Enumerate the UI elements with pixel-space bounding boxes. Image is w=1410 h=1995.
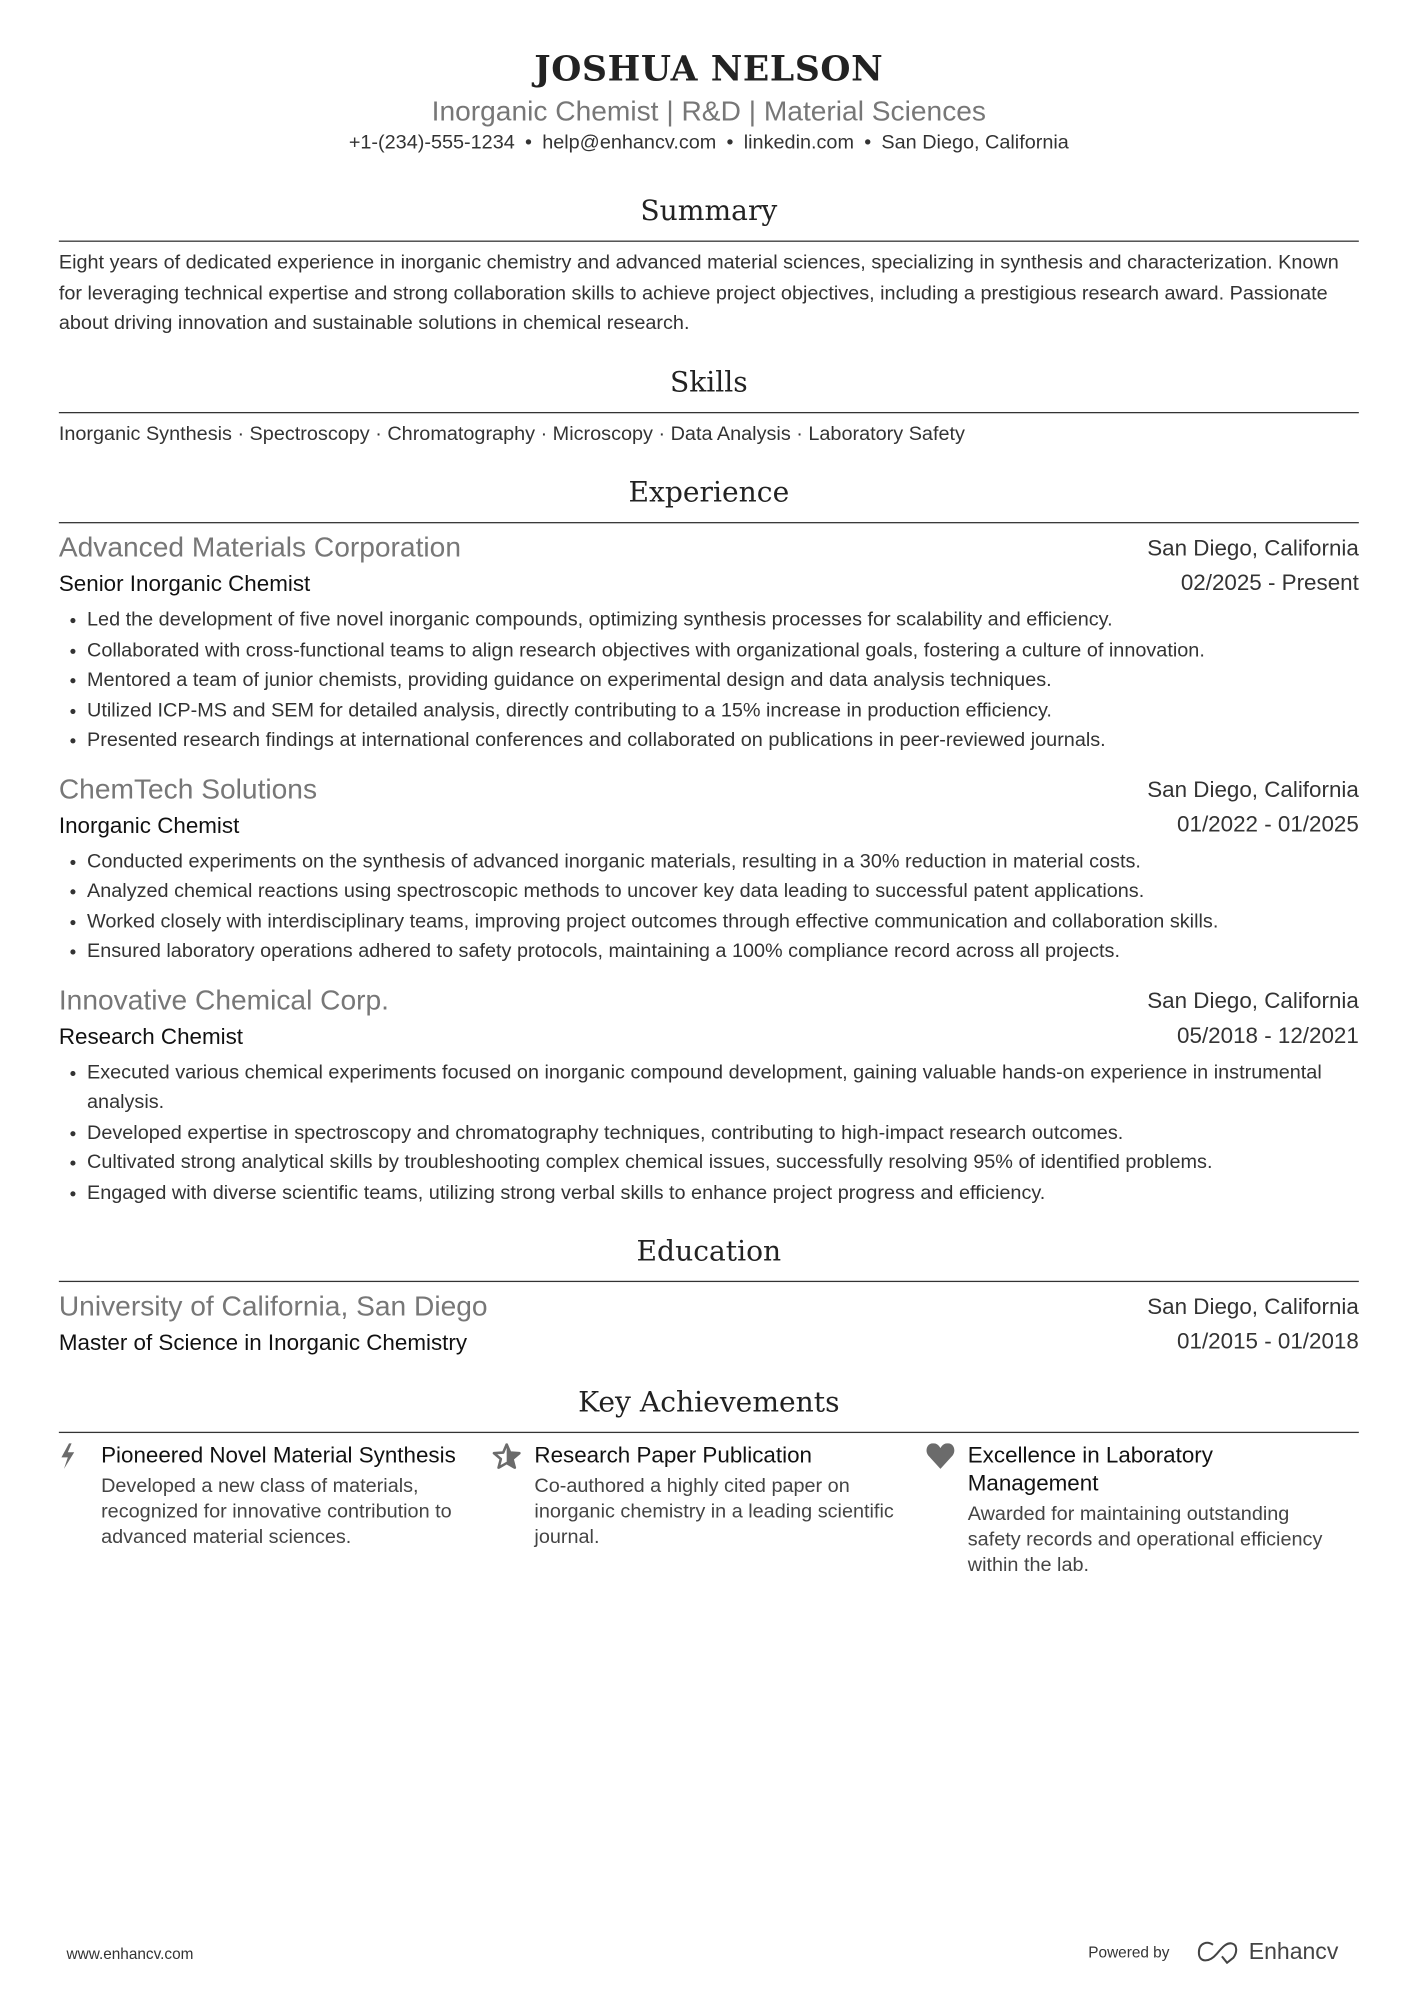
job-dates: 05/2018 - 12/2021	[1177, 1021, 1359, 1048]
job-dates: 01/2022 - 01/2025	[1177, 810, 1359, 837]
footer-website[interactable]: www.enhancv.com	[66, 1944, 194, 1963]
enhancv-logo-icon	[1195, 1940, 1241, 1963]
job-location: San Diego, California	[1147, 534, 1359, 561]
job-location: San Diego, California	[1147, 987, 1359, 1013]
achievement-desc: Co-authored a highly cited paper on inorganic chemistry in a leading scientific journal.	[534, 1475, 894, 1549]
summary-heading: Summary	[59, 193, 1359, 242]
achievement-desc: Awarded for maintaining outstanding safety records and operational efficiency within the lab.	[967, 1503, 1323, 1577]
brand-name: Enhancv	[1248, 1938, 1339, 1965]
education-heading: Education	[59, 1233, 1359, 1282]
education-entry	[59, 1290, 1359, 1359]
achievement-desc: Developed a new class of materials, recognized for innovative contribution to advanced material sciences.	[101, 1475, 452, 1549]
candidate-title: Inorganic Chemist | R&D | Material Sciences	[431, 94, 987, 127]
contact-line	[59, 131, 1359, 157]
job-entry	[59, 983, 1359, 1208]
achievement-title: Excellence in Laboratory Management	[967, 1441, 1213, 1496]
achievement-title: Research Paper Publication	[534, 1441, 812, 1468]
achievement-item	[926, 1441, 1359, 1579]
job-dates: 02/2025 - Present	[1180, 569, 1359, 595]
company-name: Advanced Materials Corporation	[58, 530, 461, 563]
separator: •	[524, 131, 532, 154]
skills-heading: Skills	[59, 364, 1359, 413]
heart-icon	[926, 1441, 968, 1579]
phone: +1-(234)-555-1234	[348, 131, 515, 154]
enhancv-logo[interactable]	[1195, 1938, 1338, 1965]
company-name: Innovative Chemical Corp.	[58, 983, 389, 1016]
candidate-name: JOSHUA NELSON	[534, 49, 884, 90]
bullet-item: Ensured laboratory operations adhered to safety protocols, maintaining a 100% compliance record across all projects.	[59, 937, 1359, 967]
bullet-item: Developed expertise in spectroscopy and chromatography techniques, contributing to high-impact research outcomes.	[59, 1118, 1359, 1148]
job-role: Inorganic Chemist	[58, 811, 240, 838]
job-role: Senior Inorganic Chemist	[58, 570, 311, 597]
powered-by-label: Powered by	[1088, 1942, 1170, 1961]
school-location: San Diego, California	[1147, 1293, 1359, 1320]
job-bullets	[59, 846, 1359, 966]
school-name: University of California, San Diego	[58, 1289, 488, 1322]
experience-heading: Experience	[59, 475, 1359, 524]
bullet-item: Worked closely with interdisciplinary teams, improving project outcomes through effective communication and collaboration skills.	[59, 907, 1359, 937]
job-entry	[59, 772, 1359, 966]
bullet-item: Collaborated with cross-functional teams to align research objectives with organizational goals, fostering a culture of innovation.	[59, 635, 1359, 665]
bullet-item: Utilized ICP-MS and SEM for detailed analysis, directly contributing to a 15% increase in production efficiency.	[59, 695, 1359, 725]
job-entry	[59, 531, 1359, 756]
bullet-item: Executed various chemical experiments focused on inorganic compound development, gaining valuable hands-on experience in instrumental analysis.	[59, 1058, 1359, 1118]
bullet-item: Analyzed chemical reactions using spectroscopic methods to uncover key data leading to successful patent applications.	[59, 876, 1359, 906]
achievement-item	[59, 1441, 492, 1579]
bullet-item: Cultivated strong analytical skills by troubleshooting complex chemical issues, successfully resolving 95% of identified problems.	[59, 1148, 1359, 1178]
job-bullets	[59, 1058, 1359, 1208]
email[interactable]: help@enhancv.com	[542, 131, 717, 154]
company-name: ChemTech Solutions	[58, 772, 318, 805]
education-dates: 01/2015 - 01/2018	[1177, 1328, 1359, 1354]
summary-text: Eight years of dedicated experience in inorganic chemistry and advanced material sciences, specializing in synthesis and characterization. Known for leveraging technical expertise and strong collaboration skills to achieve project objectives, including a prestigious research award. Passionate about driving innovation and sustainable solutions in chemical research.	[58, 252, 1339, 334]
bullet-item: Engaged with diverse scientific teams, utilizing strong verbal skills to enhance project progress and efficiency.	[59, 1178, 1359, 1208]
bullet-item: Led the development of five novel inorganic compounds, optimizing synthesis processes for scalability and efficiency.	[59, 605, 1359, 635]
bullet-item: Presented research findings at international conferences and collaborated on publications in peer-reviewed journals.	[59, 725, 1359, 755]
separator: •	[726, 131, 734, 154]
achievement-title: Pioneered Novel Material Synthesis	[101, 1441, 456, 1468]
bullet-item: Conducted experiments on the synthesis of advanced inorganic materials, resulting in a 30% reduction in material costs.	[59, 846, 1359, 876]
job-role: Research Chemist	[58, 1022, 244, 1049]
separator: •	[864, 131, 872, 154]
achievements-heading: Key Achievements	[59, 1384, 1359, 1433]
skills-text: Inorganic Synthesis · Spectroscopy · Chromatography · Microscopy · Data Analysis · Laboratory Safety	[58, 422, 965, 445]
linkedin[interactable]: linkedin.com	[743, 131, 854, 154]
footer-powered	[1088, 1938, 1338, 1965]
experience-list	[59, 531, 1359, 1208]
bolt-icon	[59, 1441, 101, 1579]
bullet-item: Mentored a team of junior chemists, providing guidance on experimental design and data analysis techniques.	[59, 665, 1359, 695]
achievements-list	[59, 1441, 1359, 1579]
degree: Master of Science in Inorganic Chemistry	[58, 1329, 468, 1355]
location: San Diego, California	[881, 131, 1069, 154]
job-location: San Diego, California	[1147, 776, 1359, 802]
star-icon	[492, 1441, 534, 1579]
achievement-item	[492, 1441, 925, 1579]
job-bullets	[59, 605, 1359, 755]
